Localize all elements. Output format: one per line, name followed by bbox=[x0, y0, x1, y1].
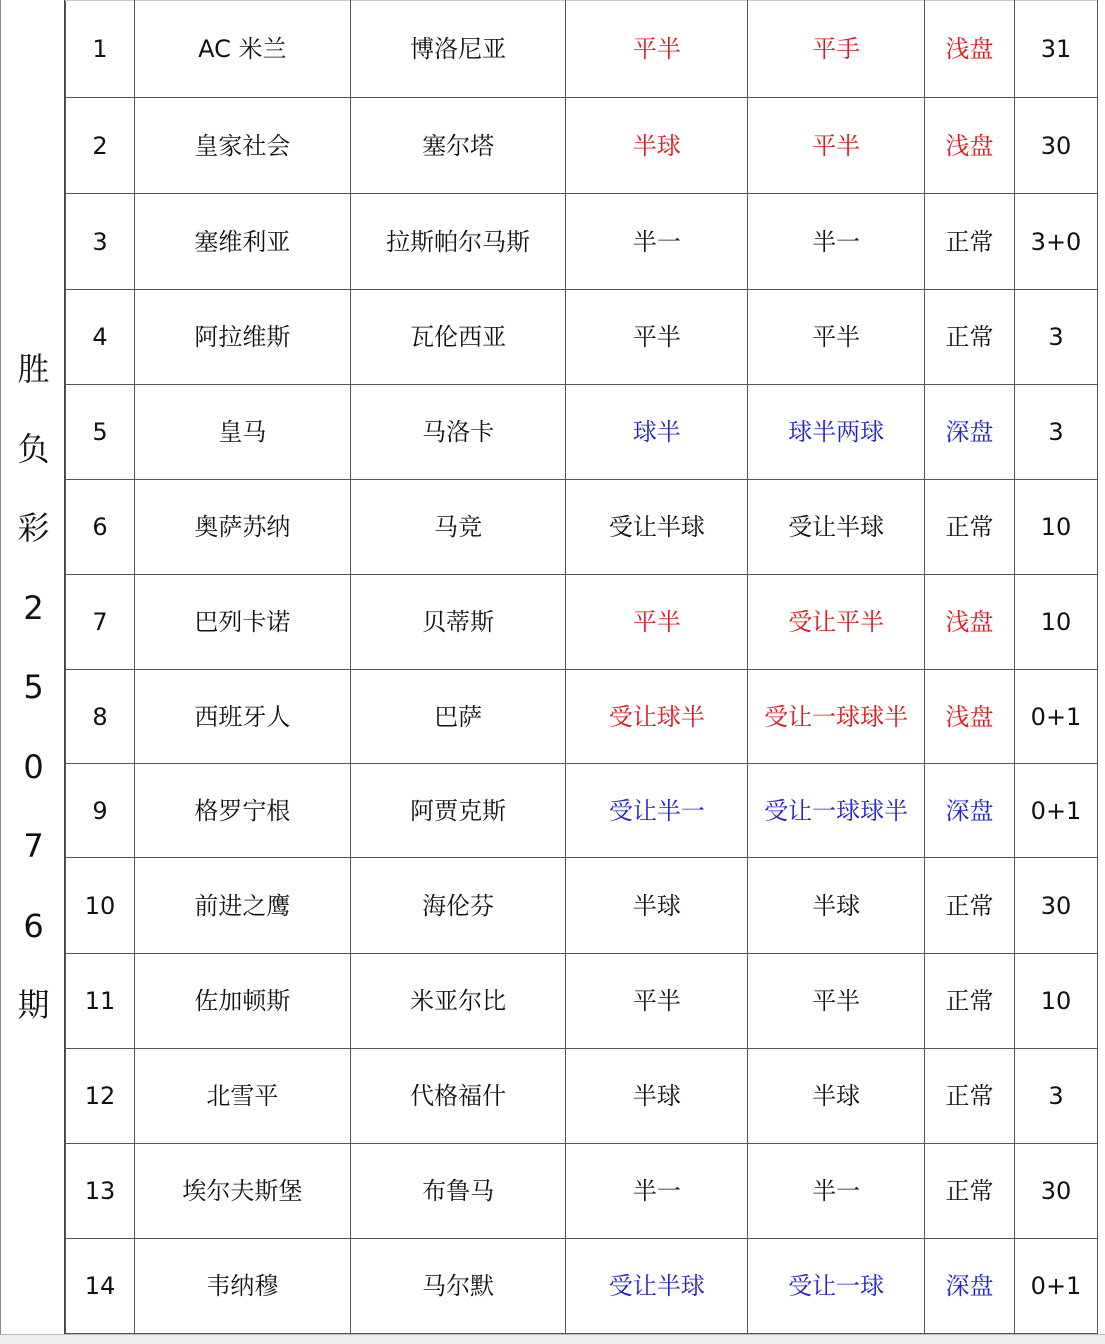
home-team-cell: AC 米兰 bbox=[134, 1, 350, 98]
period-title-char: 2 bbox=[23, 588, 44, 627]
pick-cell: 0+1 bbox=[1015, 1239, 1098, 1334]
period-title bbox=[1, 330, 66, 1046]
away-team-cell: 瓦伦西亚 bbox=[350, 290, 566, 385]
match-table bbox=[65, 0, 1098, 1334]
period-title-char: 彩 bbox=[17, 509, 50, 547]
table-row bbox=[66, 480, 1098, 575]
away-team-cell: 塞尔塔 bbox=[350, 98, 566, 194]
table-row bbox=[66, 954, 1098, 1049]
period-title-char: 0 bbox=[23, 747, 44, 786]
table-row bbox=[66, 1049, 1098, 1144]
depth-cell: 正常 bbox=[925, 954, 1015, 1049]
match-number-cell: 4 bbox=[66, 290, 135, 385]
away-team-cell: 代格福什 bbox=[350, 1049, 566, 1144]
period-title-char: 负 bbox=[17, 429, 50, 468]
match-number-cell: 3 bbox=[66, 194, 135, 290]
depth-cell: 浅盘 bbox=[925, 1, 1015, 98]
home-team-cell: 西班牙人 bbox=[134, 670, 350, 764]
match-number-cell: 2 bbox=[66, 98, 135, 194]
initial-handicap-cell: 平半 bbox=[566, 290, 748, 385]
home-team-cell: 格罗宁根 bbox=[134, 764, 350, 858]
pick-cell: 0+1 bbox=[1015, 764, 1098, 858]
match-number-cell: 11 bbox=[66, 954, 135, 1049]
current-handicap-cell: 受让一球 bbox=[748, 1239, 925, 1334]
away-team-cell: 马尔默 bbox=[350, 1239, 566, 1334]
home-team-cell: 皇家社会 bbox=[134, 98, 350, 194]
home-team-cell: 佐加顿斯 bbox=[134, 954, 350, 1049]
away-team-cell: 海伦芬 bbox=[350, 858, 566, 954]
away-team-cell: 博洛尼亚 bbox=[350, 1, 566, 98]
table-row bbox=[66, 290, 1098, 385]
period-title-char: 7 bbox=[23, 827, 44, 865]
home-team-cell: 韦纳穆 bbox=[134, 1239, 350, 1334]
home-team-cell: 皇马 bbox=[134, 385, 350, 480]
pick-cell: 30 bbox=[1015, 858, 1098, 954]
current-handicap-cell: 球半两球 bbox=[748, 385, 925, 480]
pick-cell: 10 bbox=[1015, 575, 1098, 670]
match-number-cell: 13 bbox=[66, 1144, 135, 1239]
away-team-cell: 米亚尔比 bbox=[350, 954, 566, 1049]
current-handicap-cell: 平手 bbox=[748, 1, 925, 98]
depth-cell: 深盘 bbox=[925, 385, 1015, 480]
match-number-cell: 1 bbox=[66, 1, 135, 98]
current-handicap-cell: 受让半球 bbox=[748, 480, 925, 575]
initial-handicap-cell: 半球 bbox=[566, 1049, 748, 1144]
table-row bbox=[66, 1239, 1098, 1334]
initial-handicap-cell: 半一 bbox=[566, 1144, 748, 1239]
pick-cell: 10 bbox=[1015, 480, 1098, 575]
away-team-cell: 马竞 bbox=[350, 480, 566, 575]
current-handicap-cell: 半一 bbox=[748, 194, 925, 290]
initial-handicap-cell: 受让球半 bbox=[566, 670, 748, 764]
initial-handicap-cell: 半一 bbox=[566, 194, 748, 290]
home-team-cell: 塞维利亚 bbox=[134, 194, 350, 290]
period-title-char: 胜 bbox=[17, 350, 50, 388]
pick-cell: 3+0 bbox=[1015, 194, 1098, 290]
away-team-cell: 巴萨 bbox=[350, 670, 566, 764]
depth-cell: 正常 bbox=[925, 1144, 1015, 1239]
initial-handicap-cell: 受让半球 bbox=[566, 1239, 748, 1334]
table-row bbox=[66, 1, 1098, 98]
initial-handicap-cell: 半球 bbox=[566, 98, 748, 194]
pick-cell: 3 bbox=[1015, 290, 1098, 385]
initial-handicap-cell: 球半 bbox=[566, 385, 748, 480]
table-row bbox=[66, 385, 1098, 480]
match-number-cell: 5 bbox=[66, 385, 135, 480]
pick-cell: 31 bbox=[1015, 1, 1098, 98]
pick-cell: 0+1 bbox=[1015, 670, 1098, 764]
depth-cell: 正常 bbox=[925, 480, 1015, 575]
table-row bbox=[66, 98, 1098, 194]
away-team-cell: 马洛卡 bbox=[350, 385, 566, 480]
depth-cell: 深盘 bbox=[925, 764, 1015, 858]
initial-handicap-cell: 平半 bbox=[566, 1, 748, 98]
table-row bbox=[66, 858, 1098, 954]
depth-cell: 深盘 bbox=[925, 1239, 1015, 1334]
current-handicap-cell: 半球 bbox=[748, 1049, 925, 1144]
depth-cell: 正常 bbox=[925, 1049, 1015, 1144]
table-row bbox=[66, 194, 1098, 290]
table-row bbox=[66, 575, 1098, 670]
current-handicap-cell: 受让一球球半 bbox=[748, 670, 925, 764]
current-handicap-cell: 半一 bbox=[748, 1144, 925, 1239]
depth-cell: 正常 bbox=[925, 290, 1015, 385]
current-handicap-cell: 平半 bbox=[748, 98, 925, 194]
current-handicap-cell: 平半 bbox=[748, 290, 925, 385]
depth-cell: 浅盘 bbox=[925, 670, 1015, 764]
initial-handicap-cell: 平半 bbox=[566, 954, 748, 1049]
initial-handicap-cell: 半球 bbox=[566, 858, 748, 954]
table-row bbox=[66, 1144, 1098, 1239]
match-number-cell: 14 bbox=[66, 1239, 135, 1334]
initial-handicap-cell: 受让半球 bbox=[566, 480, 748, 575]
away-team-cell: 贝蒂斯 bbox=[350, 575, 566, 670]
depth-cell: 浅盘 bbox=[925, 98, 1015, 194]
period-title-char: 期 bbox=[17, 986, 50, 1024]
pick-cell: 30 bbox=[1015, 1144, 1098, 1239]
period-title-char: 6 bbox=[23, 906, 44, 945]
current-handicap-cell: 半球 bbox=[748, 858, 925, 954]
home-team-cell: 阿拉维斯 bbox=[134, 290, 350, 385]
match-number-cell: 6 bbox=[66, 480, 135, 575]
depth-cell: 正常 bbox=[925, 194, 1015, 290]
home-team-cell: 前进之鹰 bbox=[134, 858, 350, 954]
away-team-cell: 阿贾克斯 bbox=[350, 764, 566, 858]
home-team-cell: 巴列卡诺 bbox=[134, 575, 350, 670]
initial-handicap-cell: 受让半一 bbox=[566, 764, 748, 858]
home-team-cell: 奥萨苏纳 bbox=[134, 480, 350, 575]
depth-cell: 浅盘 bbox=[925, 575, 1015, 670]
depth-cell: 正常 bbox=[925, 858, 1015, 954]
current-handicap-cell: 平半 bbox=[748, 954, 925, 1049]
current-handicap-cell: 受让一球球半 bbox=[748, 764, 925, 858]
match-number-cell: 7 bbox=[66, 575, 135, 670]
current-handicap-cell: 受让平半 bbox=[748, 575, 925, 670]
match-number-cell: 9 bbox=[66, 764, 135, 858]
match-number-cell: 8 bbox=[66, 670, 135, 764]
pick-cell: 30 bbox=[1015, 98, 1098, 194]
table-row bbox=[66, 670, 1098, 764]
match-number-cell: 12 bbox=[66, 1049, 135, 1144]
table-row bbox=[66, 764, 1098, 858]
initial-handicap-cell: 平半 bbox=[566, 575, 748, 670]
period-title-cell bbox=[0, 0, 65, 1334]
home-team-cell: 北雪平 bbox=[134, 1049, 350, 1144]
pick-cell: 10 bbox=[1015, 954, 1098, 1049]
pick-cell: 3 bbox=[1015, 1049, 1098, 1144]
match-number-cell: 10 bbox=[66, 858, 135, 954]
pick-cell: 3 bbox=[1015, 385, 1098, 480]
period-title-char: 5 bbox=[23, 668, 44, 706]
home-team-cell: 埃尔夫斯堡 bbox=[134, 1144, 350, 1239]
away-team-cell: 布鲁马 bbox=[350, 1144, 566, 1239]
away-team-cell: 拉斯帕尔马斯 bbox=[350, 194, 566, 290]
